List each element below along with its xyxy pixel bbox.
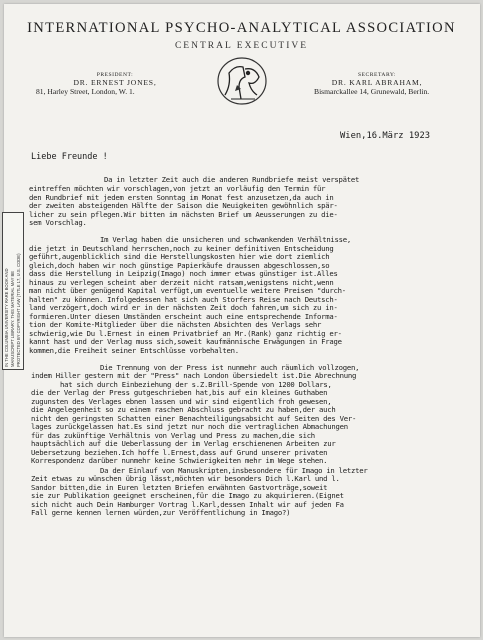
body-line: geführt,augenblicklich sind die Herstellungskosten hier wie dort ziemlich xyxy=(29,252,330,261)
salutation: Liebe Freunde ! xyxy=(31,152,108,162)
president-name: DR. ERNEST JONES, xyxy=(73,78,157,87)
body-line: schwierig,wie Du l.Ernest in einem Privatbrief an Mr.(Rank) ganz richtig er- xyxy=(29,329,342,338)
body-line: Die Trennung von der Press ist nunmehr auch räumlich vollzogen, xyxy=(100,363,360,372)
body-line: eintreffen möchten wir vorschlagen,von jetzt an vorläufig den Termin für xyxy=(29,184,326,193)
body-line: Da der Einlauf von Manuskripten,insbesondere für Imago in letzter xyxy=(100,466,368,475)
body-line: hinaus zu verlegen scheint aber derzeit nicht ratsam,wenigstens nicht,wenn xyxy=(29,278,334,287)
body-line: formieren.Unter diesen Umständen erscheint auch eine entsprechende Informa- xyxy=(29,312,338,321)
body-line: Uebersetzung beziehen.Ich hoffe l.Ernest,dass auf Grund unserer privaten xyxy=(31,448,328,457)
body-line: land verzögert,doch wird er in der nächsten Zeit doch fahren,um sich zu in- xyxy=(29,303,338,312)
stamp-line: IN THE COLUMBIA UNIVERSITY RARE BOOK AND xyxy=(4,268,9,367)
body-line: gleich,doch haben wir noch günstige Papierkäufe draussen abgeschlossen,so xyxy=(29,261,330,270)
secretary-address: Bismarckallee 14, Grunewald, Berlin. xyxy=(314,87,430,96)
body-line: halten" zu können. Infolgedessen hat sich auch Storfers Reise nach Deutsch- xyxy=(29,295,338,304)
association-seal-icon xyxy=(215,55,269,107)
organization-name: INTERNATIONAL PSYCHO-ANALYTICAL ASSOCIATION xyxy=(27,20,456,36)
body-line: Zeit etwas zu wünschen übrig lässt,möchten wir besonders Dich l.Karl und l. xyxy=(31,474,340,483)
stamp-line: MANUSCRIPT LIBRARY. THIS MATERIAL MAY BE xyxy=(10,270,15,367)
body-line: Da in letzter Zeit auch die anderen Rundbriefe meist verspätet xyxy=(104,175,360,184)
president-block xyxy=(36,72,174,96)
body-line: nicht den geringsten Schatten einer Benachteiligungsabsicht auf Seiten des Ver- xyxy=(31,414,357,423)
body-line: Sandor bitten,die in Euren letzten Briefen erwähnten Gastvorträge,soweit xyxy=(31,483,328,492)
president-address: 81, Harley Street, London, W. 1. xyxy=(36,87,135,96)
body-line: dass die Herstellung in Leipzig(Imago) noch immer etwas günstiger ist.Alles xyxy=(29,269,338,278)
body-line: kommen,die Freiheit seiner Entschlüsse vorbehalten. xyxy=(29,346,239,355)
stamp-line: PROTECTED BY COPYRIGHT LAW (TITLE 17, U.S. CODE) xyxy=(16,253,21,367)
body-line: licher zu sein pflegen.Wir bitten im nächsten Brief um Aeusserungen zu die- xyxy=(29,210,338,219)
body-line: sich nicht auch Dein Hamburger Vortrag l.Karl,dessen Inhalt wir auf jeden Fa xyxy=(31,500,344,509)
body-line: kannt hast und der Verlag muss sich,soweit kaufmännische Erwägungen in Frage xyxy=(29,337,342,346)
letterhead-subtitle: CENTRAL EXECUTIVE xyxy=(174,41,309,51)
body-line: der zweiten absteigenden Hälfte der Saison die Neuigkeiten gewöhnlich spär- xyxy=(29,201,338,210)
secretary-role: SECRETARY: xyxy=(358,72,396,78)
body-line: hauptsächlich auf die Ueberlassung der im Verlag erschienenen Arbeiten zur xyxy=(31,439,336,448)
body-line: Fall gerne kennen lernen würden,zur Veröffentlichung in Imago?) xyxy=(31,508,291,517)
letter-date: Wien,16.März 1923 xyxy=(340,131,431,141)
body-line: die der Verlag der Press gutgeschrieben hat,bis auf ein kleines Guthaben xyxy=(31,388,328,397)
body-line: Korrespondenz darüber nunmehr keine Schwierigkeiten mehr im Wege stehen. xyxy=(31,456,328,465)
president-role: PRESIDENT: xyxy=(96,72,134,78)
secretary-block xyxy=(314,72,432,96)
body-line: sie zur Publikation geeignet erscheinen,für die Imago zu akquirieren.(Eignet xyxy=(31,491,344,500)
body-line: für das zukünftige Verhältnis von Verlag und Press zu machen,die sich xyxy=(31,431,315,440)
body-line: zugunsten des Verlages ebnen lassen und wir sind eigentlich froh gewesen, xyxy=(31,397,332,406)
body-line: indem Hiller gestern mit der "Press" nach London übersiedelt ist.Die Abrechnung xyxy=(31,371,357,380)
secretary-name: DR. KARL ABRAHAM, xyxy=(331,78,423,87)
body-line: den Rundbrief mit jedem ersten Sonntag im Monat fest anzusetzen,da auch in xyxy=(29,193,334,202)
body-line: sem Vorschlag. xyxy=(29,218,87,227)
copyright-stamp xyxy=(2,212,24,370)
body-line: lages zurückgelassen hat.Es sind jetzt nur noch die vertraglichen Abmachungen xyxy=(31,422,348,431)
body-line: hat sich durch Einbeziehung der s.Z.Brill-Spende von 1200 Dollars, xyxy=(60,380,332,389)
body-line: tion der Komite-Mitglieder über die nächsten Absichten des Verlags sehr xyxy=(29,320,322,329)
body-line: man nicht über genügend Kapital verfügt,um eventuelle weitere Preisen "durch- xyxy=(29,286,346,295)
body-line: die Angelegenheit so zu einem raschen Abschluss gebracht zu haben,der auch xyxy=(31,405,336,414)
body-line: die jetzt in Deutschland herrschen,noch zu keiner definitiven Entscheidung xyxy=(29,244,334,253)
body-line: Im Verlag haben die unsicheren und schwankenden Verhältnisse, xyxy=(100,235,352,244)
